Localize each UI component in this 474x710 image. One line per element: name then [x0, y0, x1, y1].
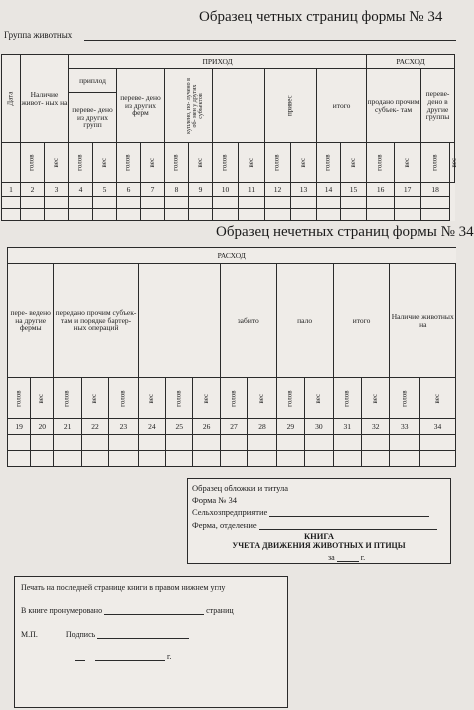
- even-page-title: Образец четных страниц формы № 34: [199, 9, 443, 25]
- cover-farm-line: [259, 520, 437, 530]
- stamp-sample-box: [14, 576, 288, 708]
- sold-header: продано прочим субъек- там: [367, 69, 421, 143]
- gain-spacer: [213, 69, 265, 143]
- slaughtered-header: забито: [220, 263, 276, 377]
- stamp-pages-line: [104, 605, 204, 615]
- even-subheader-row: голов вес голов вес голов вес голов вес голов вес голов вес голов вес голов вес голов вес: [2, 143, 455, 183]
- animal-group-label: Группа животных: [4, 30, 73, 40]
- even-number-row: 1 2 3 4 5 6 7 8 9 10 11 12 13 14 15 16 17 18: [2, 183, 455, 197]
- stamp-signature-field: М.П. Подпись: [21, 629, 189, 639]
- date-header: Дата: [2, 55, 21, 143]
- odd-page-title: Образец нечетных страниц формы № 34: [216, 224, 474, 240]
- cover-book-title: КНИГА: [303, 531, 334, 541]
- income-header: ПРИХОД: [69, 55, 367, 69]
- cover-farm-field: [192, 520, 437, 530]
- cover-book-subtitle: УЧЕТА ДВИЖЕНИЯ ЖИВОТНЫХ И ПТИЦЫ: [232, 541, 406, 550]
- purchased-header: куплено, по- лучено в об- мен у других субъектов: [165, 69, 213, 143]
- cover-year-field: за г.: [328, 553, 366, 562]
- even-page-table: [1, 54, 459, 221]
- date-sub: [2, 143, 21, 183]
- odd-blank-header: [138, 263, 220, 377]
- sold-barter-header: передано прочим субъек- там и порядке бартер- ных операций: [54, 263, 138, 377]
- odd-page-table: [7, 247, 456, 467]
- cover-enterprise-field: [192, 507, 429, 517]
- transferred-farms-header: переве- дено из других ферм: [117, 69, 165, 143]
- odd-empty-row: [8, 435, 456, 451]
- transferred-out-header: переве- дено в другие группы: [421, 69, 455, 143]
- cover-sample-box: [187, 478, 451, 564]
- animal-group-line: [84, 40, 456, 41]
- odd-subheader-row: голов вес голов вес голов вес голов вес голов вес голов вес голов вес голов вес: [8, 378, 456, 419]
- stamp-signature-line: [97, 629, 189, 639]
- even-empty-row: [2, 209, 455, 221]
- odd-expense-header: РАСХОД: [8, 248, 456, 264]
- stamp-numbered-field: В книге пронумеровано страниц: [21, 606, 234, 615]
- cover-enterprise-label: Сельхозпредприятие: [192, 507, 268, 517]
- income-total-header: итого: [317, 69, 367, 143]
- stamp-title: Печать на последней странице книги в правом нижнем углу: [21, 583, 226, 592]
- odd-number-row: 19 20 21 22 23 24 25 26 27 28 29 30 31 32 33 34: [8, 419, 456, 435]
- stamp-date-field: г.: [75, 651, 171, 661]
- fell-header: пало: [276, 263, 333, 377]
- cover-farm-label: Ферма, отделение: [192, 520, 257, 530]
- cover-enterprise-line: [269, 507, 429, 517]
- odd-total-header: итого: [333, 263, 390, 377]
- odd-balance-header: Наличие животных на: [390, 263, 456, 377]
- stamp-mp: М.П.: [21, 630, 38, 639]
- gain-header: привес: [265, 69, 317, 143]
- expense-header: РАСХОД: [367, 55, 455, 69]
- balance-header: Наличие живот- ных на: [21, 55, 69, 143]
- transferred-other-farms-header: пере- ведено на другие фермы: [8, 263, 54, 377]
- cover-title: Образец обложки и титула: [192, 483, 289, 493]
- transferred-groups-header: переве- дено из других групп: [69, 93, 117, 143]
- odd-empty-row: [8, 451, 456, 467]
- even-empty-row: [2, 197, 455, 209]
- cover-form: Форма № 34: [192, 495, 238, 505]
- cover-year-line: [337, 552, 359, 562]
- arrival-header: приплод: [69, 69, 117, 93]
